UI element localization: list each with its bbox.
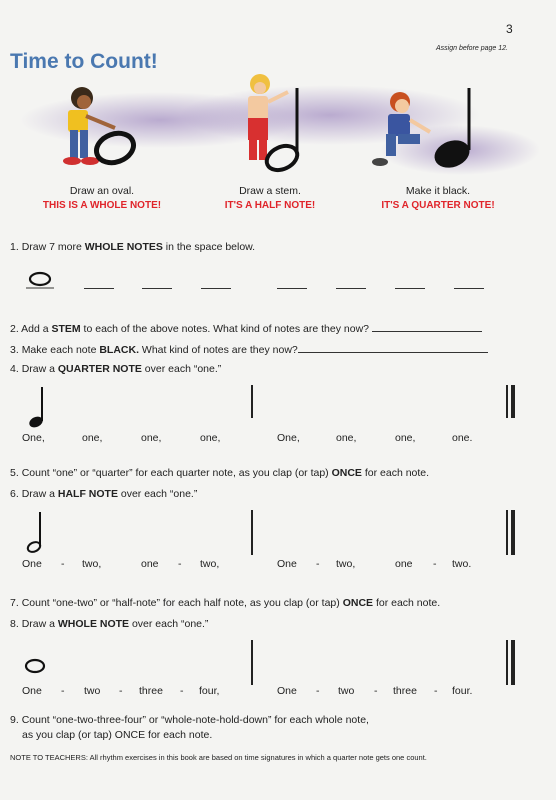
count-syllable: one, [336, 432, 357, 444]
answer-blank-3[interactable] [201, 288, 231, 289]
half-note-example [25, 510, 45, 555]
count-syllable: - [178, 558, 182, 570]
count-syllable: One [277, 685, 297, 697]
half-note-drawing [263, 141, 301, 174]
question-3-answer-line[interactable] [298, 342, 488, 353]
count-syllable: One [22, 685, 42, 697]
question-4: 4. Draw a QUARTER NOTE over each “one.” [10, 363, 222, 375]
answer-blank-5[interactable] [336, 288, 366, 289]
assign-note: Assign before page 12. [436, 45, 508, 52]
bar-line [251, 640, 253, 685]
question-3: 3. Make each note BLACK. What kind of notes are they now? [10, 342, 488, 356]
count-syllable: One, [22, 432, 45, 444]
final-barline-thin [506, 640, 508, 685]
teacher-note: NOTE TO TEACHERS: All rhythm exercises in this book are based on time signatures in which a quarter note gets one count. [10, 753, 427, 762]
count-syllable: two [338, 685, 355, 697]
question-2: 2. Add a STEM to each of the above notes. What kind of notes are they now? [10, 321, 482, 335]
question-9: 9. Count “one-two-three-four” or “whole-note-hold-down” for each whole note, [10, 714, 369, 726]
count-syllable: - [434, 685, 438, 697]
count-syllable: two, [82, 558, 102, 570]
caption-half-line: Draw a stem. [239, 185, 301, 197]
count-syllable: - [374, 685, 378, 697]
count-syllable: - [316, 685, 320, 697]
whole-note-example [24, 657, 46, 675]
count-syllable: One, [277, 432, 300, 444]
caption-half-emphasis: IT'S A HALF NOTE! [224, 200, 316, 211]
bar-line [251, 510, 253, 555]
bar-line [251, 385, 253, 418]
count-syllable: two, [200, 558, 220, 570]
final-barline-thin [506, 385, 508, 418]
count-syllable: one, [82, 432, 103, 444]
count-syllable: - [316, 558, 320, 570]
count-syllable: One [22, 558, 42, 570]
question-9-continued: as you clap (or tap) ONCE for each note. [22, 729, 213, 741]
count-syllable: four, [199, 685, 220, 697]
question-7: 7. Count “one-two” or “half-note” for each half note, as you clap (or tap) ONCE for each note. [10, 597, 441, 609]
kids-drawing-notes-illustration [20, 70, 540, 180]
count-syllable: one [395, 558, 413, 570]
question-2-answer-line[interactable] [372, 321, 482, 332]
count-syllable: two [84, 685, 101, 697]
count-syllable: - [119, 685, 123, 697]
question-5: 5. Count “one” or “quarter” for each quarter note, as you clap (or tap) ONCE for each note. [10, 467, 430, 479]
count-syllable: two, [336, 558, 356, 570]
quarter-note-example [27, 385, 47, 430]
count-syllable: one, [141, 432, 162, 444]
answer-blank-1[interactable] [84, 288, 114, 289]
answer-blank-4[interactable] [277, 288, 307, 289]
answer-blank-2[interactable] [142, 288, 172, 289]
question-1: 1. Draw 7 more WHOLE NOTES in the space below. [10, 241, 256, 253]
count-syllable: - [61, 558, 65, 570]
final-barline-thick [511, 510, 515, 555]
count-syllable: three [393, 685, 417, 697]
count-syllable: - [433, 558, 437, 570]
count-syllable: one. [452, 432, 473, 444]
caption-quarter-emphasis: IT'S A QUARTER NOTE! [381, 200, 495, 211]
final-barline-thick [511, 640, 515, 685]
answer-blank-7[interactable] [454, 288, 484, 289]
question-6: 6. Draw a HALF NOTE over each “one.” [10, 488, 198, 500]
final-barline-thin [506, 510, 508, 555]
count-syllable: four. [452, 685, 473, 697]
page-title: Time to Count! [10, 50, 158, 73]
page-number: 3 [506, 22, 513, 36]
caption-whole-line: Draw an oval. [69, 185, 135, 197]
count-syllable: - [180, 685, 184, 697]
count-syllable: two. [452, 558, 472, 570]
question-8: 8. Draw a WHOLE NOTE over each “one.” [10, 618, 209, 630]
answer-blank-6[interactable] [395, 288, 425, 289]
final-barline-thick [511, 385, 515, 418]
count-syllable: One [277, 558, 297, 570]
count-syllable: one, [200, 432, 221, 444]
caption-whole-emphasis: THIS IS A WHOLE NOTE! [42, 200, 162, 211]
caption-quarter-line: Make it black. [405, 185, 471, 197]
whole-note-example [26, 270, 54, 290]
count-syllable: three [139, 685, 163, 697]
count-syllable: one, [395, 432, 416, 444]
count-syllable: - [61, 685, 65, 697]
count-syllable: one [141, 558, 159, 570]
